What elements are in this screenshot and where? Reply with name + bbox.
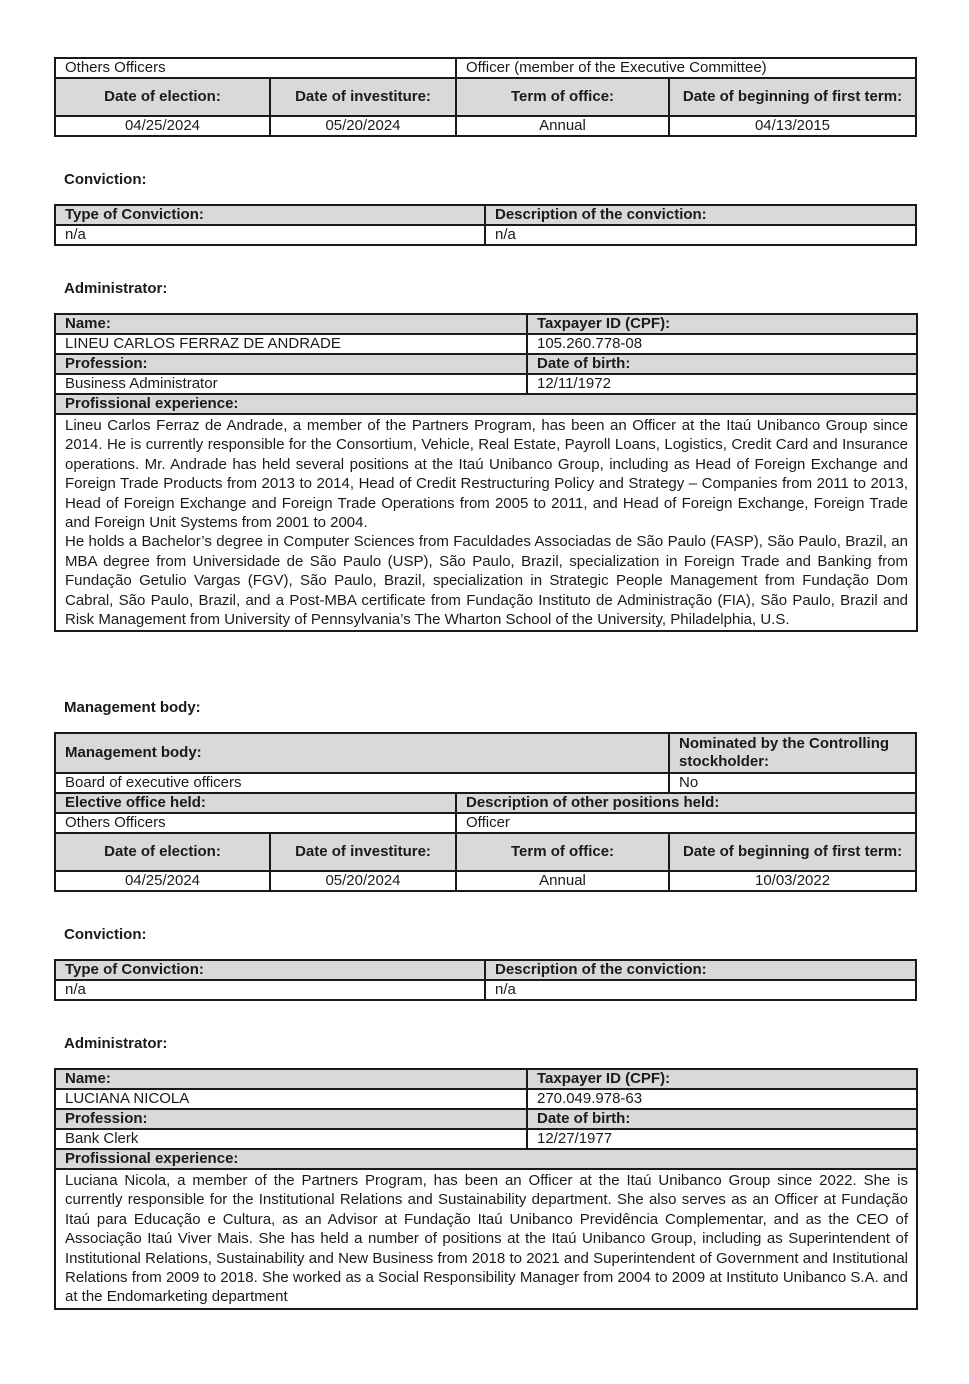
cpf-value: 270.049.978-63 [527, 1089, 917, 1109]
elective-office-value: Others Officers [55, 813, 456, 833]
profession-value: Bank Clerk [55, 1129, 527, 1149]
date-of-investiture-value: 05/20/2024 [270, 116, 456, 136]
nominated-label: Nominated by the Controlling stockholder: [669, 733, 916, 773]
name-label: Name: [55, 314, 527, 334]
date-of-birth-value: 12/11/1972 [527, 374, 917, 394]
conviction-table [54, 204, 917, 246]
conviction-description-label: Description of the conviction: [485, 960, 916, 980]
date-of-investiture-value: 05/20/2024 [270, 871, 456, 891]
conviction-type-value: n/a [55, 980, 485, 1000]
profession-value: Business Administrator [55, 374, 527, 394]
experience-paragraph: Luciana Nicola, a member of the Partners Program, has been an Officer at the Itaú Unibanco Group since 2022. She is currently responsible for the Institutional Relations and Sustainability department. She also serves as an Officer at Fundação Itaú para Educação e Cultura, as an Advisor at Fundação Itaú Unibanco Previdência Complementar, and as the CEO of Associação Itaú Viver Mais. She has held a number of positions at the Itaú Unibanco Group, including as Superintendent of Institutional Relations, Sustainability and New Business from 2018 to 2021 and Superintendent of Government and Institutional Relations from 2009 to 2018. She worked as a Social Responsibility Manager from 2004 to 2009 at Instituto Unibanco S.A. and at the Endomarketing department [65, 1172, 908, 1306]
date-of-birth-value: 12/27/1977 [527, 1129, 917, 1149]
date-of-election-header: Date of election: [55, 833, 270, 871]
name-value: LUCIANA NICOLA [55, 1089, 527, 1109]
first-term-value: 04/13/2015 [669, 116, 916, 136]
cpf-label: Taxpayer ID (CPF): [527, 1069, 917, 1089]
date-of-birth-label: Date of birth: [527, 354, 917, 374]
management-body-heading: Management body: [64, 699, 201, 716]
nominated-value: No [669, 773, 916, 793]
name-label: Name: [55, 1069, 527, 1089]
experience-paragraph: He holds a Bachelor’s degree in Computer Sciences from Faculdades Associadas de São Paulo (FASP), São Paulo, Brazil, an MBA degree from Universidade de São Paulo (USP), São Paulo, Brazil, specialization in Foreign Trade and Banking from Fundação Getulio Vargas (FGV), São Paulo, Brazil, specialization in Strategic People Management from Fundação Dom Cabral, São Paulo, Brazil, and a Post-MBA certificate from Fundação Instituto de Administração (FIA), São Paulo, Brazil and Risk Management from University of Pennsylvania’s The Wharton School of the University, Philadelphia, U.S. [65, 533, 908, 629]
experience-paragraph: Lineu Carlos Ferraz de Andrade, a member of the Partners Program, has been an Officer at the Itaú Unibanco Group since 2014. He is currently responsible for the Consortium, Vehicle, Real Estate, Payroll Loans, Logistics, Credit Card and Insurance operations. Mr. Andrade has held several positions at the Itaú Unibanco Group, including as Head of Foreign Exchange and Foreign Trade Products from 2013 to 2014, Head of Credit Restructuring Policy and Strategy – Companies from 2011 to 2013, Head of Foreign Exchange and Foreign Trade Operations from 2005 to 2011, and Head of Foreign Exchange, Foreign Trade and Foreign Unit Systems from 2001 to 2004. [65, 417, 908, 532]
elective-office-label: Elective office held: [55, 793, 456, 813]
profession-label: Profession: [55, 1109, 527, 1129]
date-of-election-value: 04/25/2024 [55, 116, 270, 136]
cpf-label: Taxpayer ID (CPF): [527, 314, 917, 334]
profession-label: Profession: [55, 354, 527, 374]
administrator-heading: Administrator: [64, 280, 168, 297]
term-of-office-value: Annual [456, 871, 669, 891]
experience-text [55, 414, 917, 631]
date-of-election-value: 04/25/2024 [55, 871, 270, 891]
conviction-type-label: Type of Conviction: [55, 960, 485, 980]
top-office-table [54, 57, 917, 137]
first-term-value: 10/03/2022 [669, 871, 916, 891]
management-body-value: Board of executive officers [55, 773, 669, 793]
conviction-description-value: n/a [485, 225, 916, 245]
term-of-office-header: Term of office: [456, 833, 669, 871]
conviction-description-label: Description of the conviction: [485, 205, 916, 225]
administrator-heading: Administrator: [64, 1035, 168, 1052]
conviction-description-value: n/a [485, 980, 916, 1000]
date-of-investiture-header: Date of investiture: [270, 833, 456, 871]
elective-office-value: Others Officers [55, 58, 456, 78]
administrator-table [54, 1068, 918, 1310]
conviction-type-label: Type of Conviction: [55, 205, 485, 225]
other-positions-value: Officer [456, 813, 916, 833]
administrator-table [54, 313, 918, 632]
experience-label: Profissional experience: [55, 394, 917, 414]
conviction-type-value: n/a [55, 225, 485, 245]
term-of-office-header: Term of office: [456, 78, 669, 116]
cpf-value: 105.260.778-08 [527, 334, 917, 354]
first-term-header: Date of beginning of first term: [669, 833, 916, 871]
first-term-header: Date of beginning of first term: [669, 78, 916, 116]
date-of-investiture-header: Date of investiture: [270, 78, 456, 116]
conviction-table [54, 959, 917, 1001]
date-of-birth-label: Date of birth: [527, 1109, 917, 1129]
term-of-office-value: Annual [456, 116, 669, 136]
date-of-election-header: Date of election: [55, 78, 270, 116]
conviction-heading: Conviction: [64, 926, 147, 943]
experience-label: Profissional experience: [55, 1149, 917, 1169]
other-positions-label: Description of other positions held: [456, 793, 916, 813]
other-positions-value: Officer (member of the Executive Committee) [456, 58, 916, 78]
experience-text [55, 1169, 917, 1309]
name-value: LINEU CARLOS FERRAZ DE ANDRADE [55, 334, 527, 354]
management-body-label: Management body: [55, 733, 669, 773]
management-body-table [54, 732, 917, 892]
conviction-heading: Conviction: [64, 171, 147, 188]
